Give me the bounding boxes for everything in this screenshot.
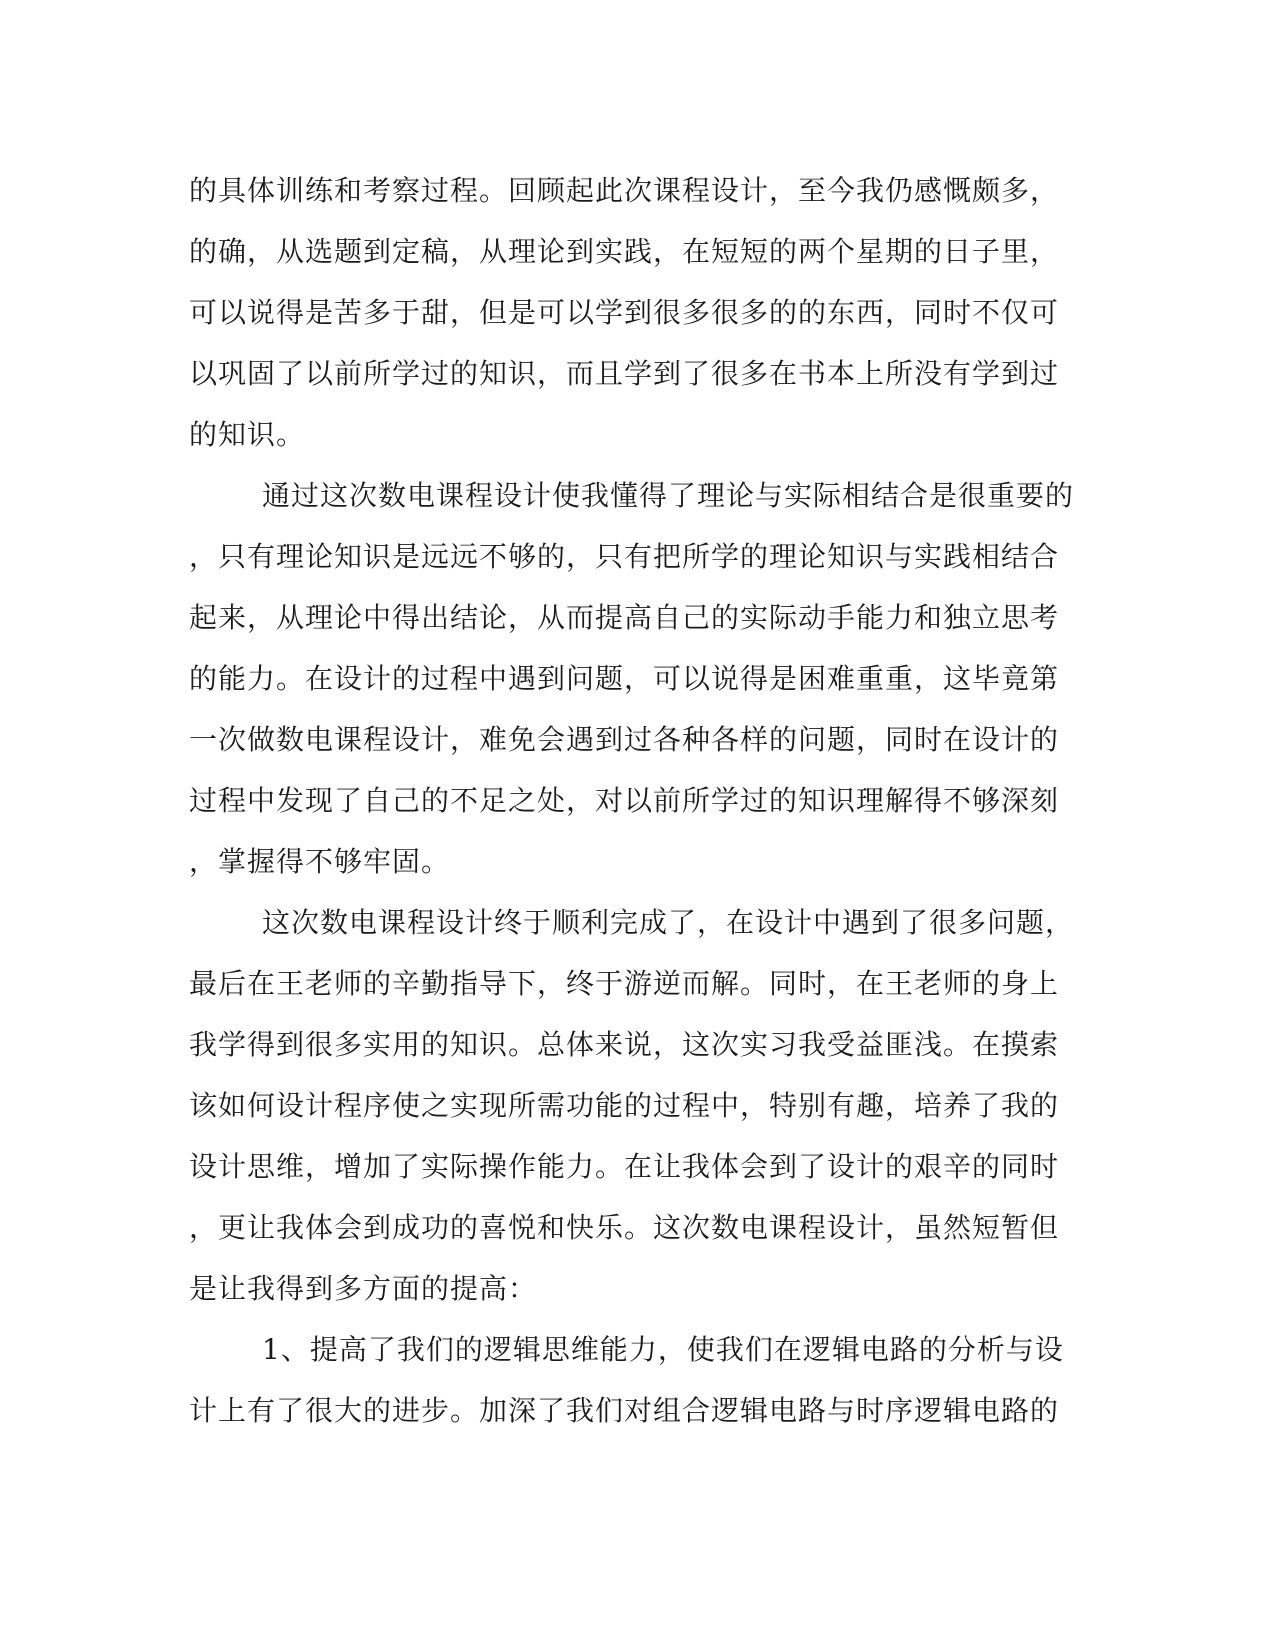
text-line: 我学得到很多实用的知识。总体来说，这次实习我受益匪浅。在摸索 xyxy=(189,1028,1060,1061)
text-line: 的确，从选题到定稿，从理论到实践，在短短的两个星期的日子里， xyxy=(189,235,1060,268)
text-line: 最后在王老师的辛勤指导下，终于游逆而解。同时，在王老师的身上 xyxy=(189,967,1060,1000)
paragraph-first-line: 这次数电课程设计终于顺利完成了，在设计中遇到了很多问题， xyxy=(262,906,1075,939)
paragraph-first-line: 通过这次数电课程设计使我懂得了理论与实际相结合是很重要的 xyxy=(262,479,1075,512)
text-line: 的能力。在设计的过程中遇到问题，可以说得是困难重重，这毕竟第 xyxy=(189,662,1060,695)
text-line: 一次做数电课程设计，难免会遇到过各种各样的问题，同时在设计的 xyxy=(189,723,1060,756)
text-line: 设计思维，增加了实际操作能力。在让我体会到了设计的艰辛的同时 xyxy=(189,1150,1060,1183)
text-line: 该如何设计程序使之实现所需功能的过程中，特别有趣，培养了我的 xyxy=(189,1089,1060,1122)
text-line: 是让我得到多方面的提高： xyxy=(189,1272,538,1305)
text-line: 过程中发现了自己的不足之处，对以前所学过的知识理解得不够深刻 xyxy=(189,784,1060,817)
list-item-first-line: 1、提高了我们的逻辑思维能力，使我们在逻辑电路的分析与设 xyxy=(262,1333,1064,1366)
text-line: ，更让我体会到成功的喜悦和快乐。这次数电课程设计，虽然短暂但 xyxy=(189,1211,1060,1244)
text-line: 的知识。 xyxy=(189,418,306,451)
text-line: 计上有了很大的进步。加深了我们对组合逻辑电路与时序逻辑电路的 xyxy=(189,1394,1060,1427)
body-text xyxy=(189,160,1089,1441)
text-line: 可以说得是苦多于甜，但是可以学到很多很多的的东西，同时不仅可 xyxy=(189,296,1060,329)
text-line: ，掌握得不够牢固。 xyxy=(189,845,451,878)
text-line: ，只有理论知识是远远不够的，只有把所学的理论知识与实践相结合 xyxy=(189,540,1060,573)
text-line: 以巩固了以前所学过的知识，而且学到了很多在书本上所没有学到过 xyxy=(189,357,1060,390)
text-line: 起来，从理论中得出结论，从而提高自己的实际动手能力和独立思考 xyxy=(189,601,1060,634)
text-line: 的具体训练和考察过程。回顾起此次课程设计，至今我仍感慨颇多， xyxy=(189,174,1060,207)
